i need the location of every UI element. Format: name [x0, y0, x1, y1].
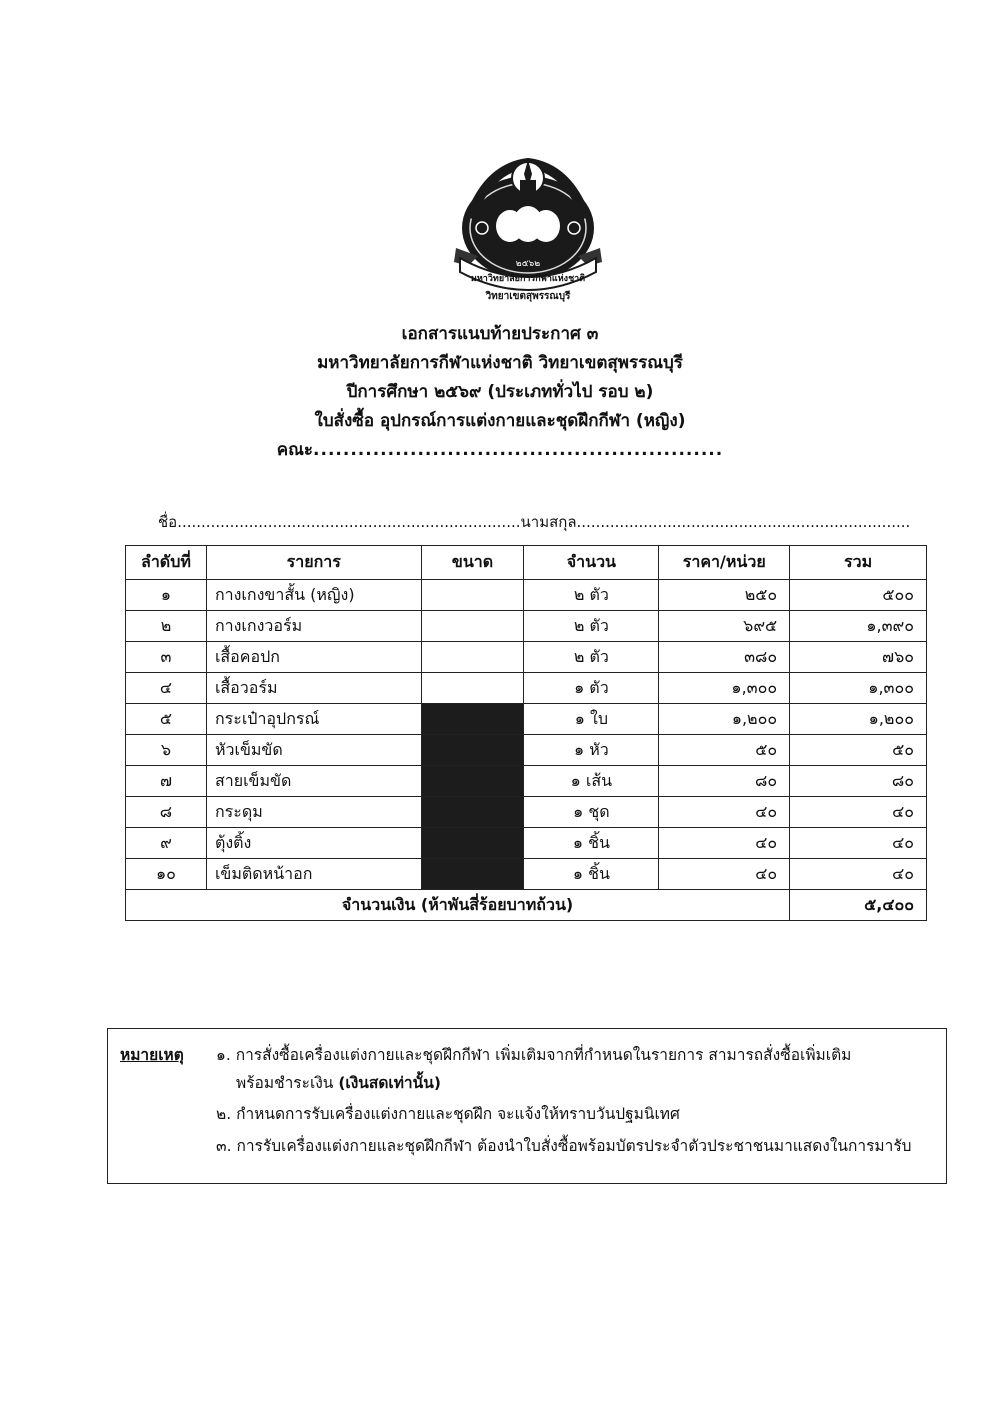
- note-1-continued: [236, 1069, 441, 1097]
- total-value: ๕,๔๐๐: [790, 890, 927, 921]
- header-line-4: ใบสั่งซื้อ อุปกรณ์การแต่งกายและชุดฝึกกีฬา (หญิง): [314, 411, 686, 431]
- row-qty: ๒ ตัว: [524, 580, 659, 611]
- row-item: กางเกงขาสั้น (หญิง): [206, 580, 421, 611]
- row-no: ๒: [126, 611, 207, 642]
- table-row: [126, 859, 927, 890]
- table-row: [126, 704, 927, 735]
- row-no: ๕: [126, 704, 207, 735]
- row-size-blocked: [421, 859, 524, 890]
- row-price: ๕๐: [659, 735, 790, 766]
- faculty-dots: .......................................................: [313, 440, 724, 460]
- row-price: ๘๐: [659, 766, 790, 797]
- row-qty: ๒ ตัว: [524, 611, 659, 642]
- row-size-cell[interactable]: [421, 642, 524, 673]
- header-line-2: มหาวิทยาลัยการกีฬาแห่งชาติ วิทยาเขตสุพรรณบุรี: [317, 353, 683, 373]
- note-3: ๓. การรับเครื่องแต่งกายและชุดฝึกกีฬา ต้องนำใบสั่งซื้อพร้อมบัตรประจำตัวประชาชนมาแสดงในการมารับ: [216, 1137, 912, 1155]
- row-total: ๑,๓๐๐: [790, 673, 927, 704]
- row-price: ๒๕๐: [659, 580, 790, 611]
- row-no: ๑: [126, 580, 207, 611]
- notes-box: [107, 1028, 947, 1184]
- faculty-label: คณะ: [276, 440, 314, 460]
- row-price: ๓๘๐: [659, 642, 790, 673]
- row-size-cell[interactable]: [421, 580, 524, 611]
- name-line: [158, 510, 911, 534]
- name-dots: ........................................................................: [177, 513, 521, 531]
- table-row: [126, 797, 927, 828]
- row-item: สายเข็มขัด: [206, 766, 421, 797]
- table-row: [126, 611, 927, 642]
- row-total: ๕๐: [790, 735, 927, 766]
- row-total: ๑,๒๐๐: [790, 704, 927, 735]
- row-item: กระดุม: [206, 797, 421, 828]
- header-line-3: ปีการศึกษา ๒๕๖๙ (ประเภททั่วไป รอบ ๒): [346, 382, 654, 402]
- table-row: [126, 673, 927, 704]
- header-faculty-line: [0, 436, 1000, 465]
- row-item: เสื้อวอร์ม: [206, 673, 421, 704]
- university-logo: [448, 138, 608, 308]
- logo-year: ๒๕๖๒: [515, 259, 541, 269]
- row-no: ๗: [126, 766, 207, 797]
- row-no: ๔: [126, 673, 207, 704]
- table-row: [126, 642, 927, 673]
- header-size: ขนาด: [421, 546, 524, 580]
- header-no: ลำดับที่: [126, 546, 207, 580]
- row-size-blocked: [421, 797, 524, 828]
- row-total: ๘๐: [790, 766, 927, 797]
- table-header-row: [126, 546, 927, 580]
- row-item: ตุ้งติ้ง: [206, 828, 421, 859]
- row-qty: ๑ เส้น: [524, 766, 659, 797]
- row-total: ๔๐: [790, 797, 927, 828]
- row-size-cell[interactable]: [421, 673, 524, 704]
- row-size-blocked: [421, 704, 524, 735]
- row-qty: ๑ ชิ้น: [524, 859, 659, 890]
- row-item: กระเป๋าอุปกรณ์: [206, 704, 421, 735]
- row-no: ๘: [126, 797, 207, 828]
- name-label: ชื่อ: [158, 513, 178, 531]
- note-1-cash-only: (เงินสดเท่านั้น): [338, 1074, 441, 1092]
- row-size-blocked: [421, 828, 524, 859]
- row-qty: ๑ ชุด: [524, 797, 659, 828]
- header-price: ราคา/หน่วย: [659, 546, 790, 580]
- row-item: เข็มติดหน้าอก: [206, 859, 421, 890]
- row-price: ๑,๒๐๐: [659, 704, 790, 735]
- row-total: ๔๐: [790, 828, 927, 859]
- header-qty: จำนวน: [524, 546, 659, 580]
- table-row: [126, 828, 927, 859]
- notes-title: หมายเหตุ: [120, 1046, 184, 1064]
- total-label: จำนวนเงิน (ห้าพันสี่ร้อยบาทถ้วน): [126, 890, 790, 921]
- header-total: รวม: [790, 546, 927, 580]
- row-size-cell[interactable]: [421, 611, 524, 642]
- surname-dots: ......................................................................: [576, 513, 911, 531]
- row-total: ๔๐: [790, 859, 927, 890]
- row-item: กางเกงวอร์ม: [206, 611, 421, 642]
- header-item: รายการ: [206, 546, 421, 580]
- row-total: ๗๖๐: [790, 642, 927, 673]
- row-total: ๕๐๐: [790, 580, 927, 611]
- row-no: ๖: [126, 735, 207, 766]
- order-table: [125, 545, 927, 921]
- table-total-row: [126, 890, 927, 921]
- row-price: ๑,๓๐๐: [659, 673, 790, 704]
- row-price: ๔๐: [659, 797, 790, 828]
- row-no: ๓: [126, 642, 207, 673]
- row-no: ๙: [126, 828, 207, 859]
- row-size-blocked: [421, 735, 524, 766]
- row-price: ๖๙๕: [659, 611, 790, 642]
- row-price: ๔๐: [659, 828, 790, 859]
- document-header: [0, 320, 1000, 465]
- row-item: หัวเข็มขัด: [206, 735, 421, 766]
- row-qty: ๒ ตัว: [524, 642, 659, 673]
- note-1: ๑. การสั่งซื้อเครื่องแต่งกายและชุดฝึกกีฬา เพิ่มเติมจากที่กำหนดในรายการ สามารถสั่งซื้อเพิ่มเติม: [216, 1046, 852, 1064]
- row-size-blocked: [421, 766, 524, 797]
- row-total: ๑,๓๙๐: [790, 611, 927, 642]
- table-row: [126, 580, 927, 611]
- row-qty: ๑ ชิ้น: [524, 828, 659, 859]
- logo-emblem: [454, 160, 602, 290]
- note-2: ๒. กำหนดการรับเครื่องแต่งกายและชุดฝึก จะแจ้งให้ทราบวันปฐมนิเทศ: [216, 1105, 680, 1123]
- surname-label: นามสกุล: [520, 513, 577, 531]
- row-item: เสื้อคอปก: [206, 642, 421, 673]
- row-qty: ๑ ใบ: [524, 704, 659, 735]
- row-qty: ๑ หัว: [524, 735, 659, 766]
- note-1-payment: พร้อมชำระเงิน: [236, 1074, 339, 1092]
- table-row: [126, 766, 927, 797]
- header-line-1: เอกสารแนบท้ายประกาศ ๓: [401, 324, 599, 344]
- row-qty: ๑ ตัว: [524, 673, 659, 704]
- logo-ribbon-text: มหาวิทยาลัยการกีฬาแห่งชาติ: [470, 274, 586, 284]
- row-no: ๑๐: [126, 859, 207, 890]
- logo-caption: วิทยาเขตสุพรรณบุรี: [485, 291, 571, 302]
- table-row: [126, 735, 927, 766]
- row-price: ๔๐: [659, 859, 790, 890]
